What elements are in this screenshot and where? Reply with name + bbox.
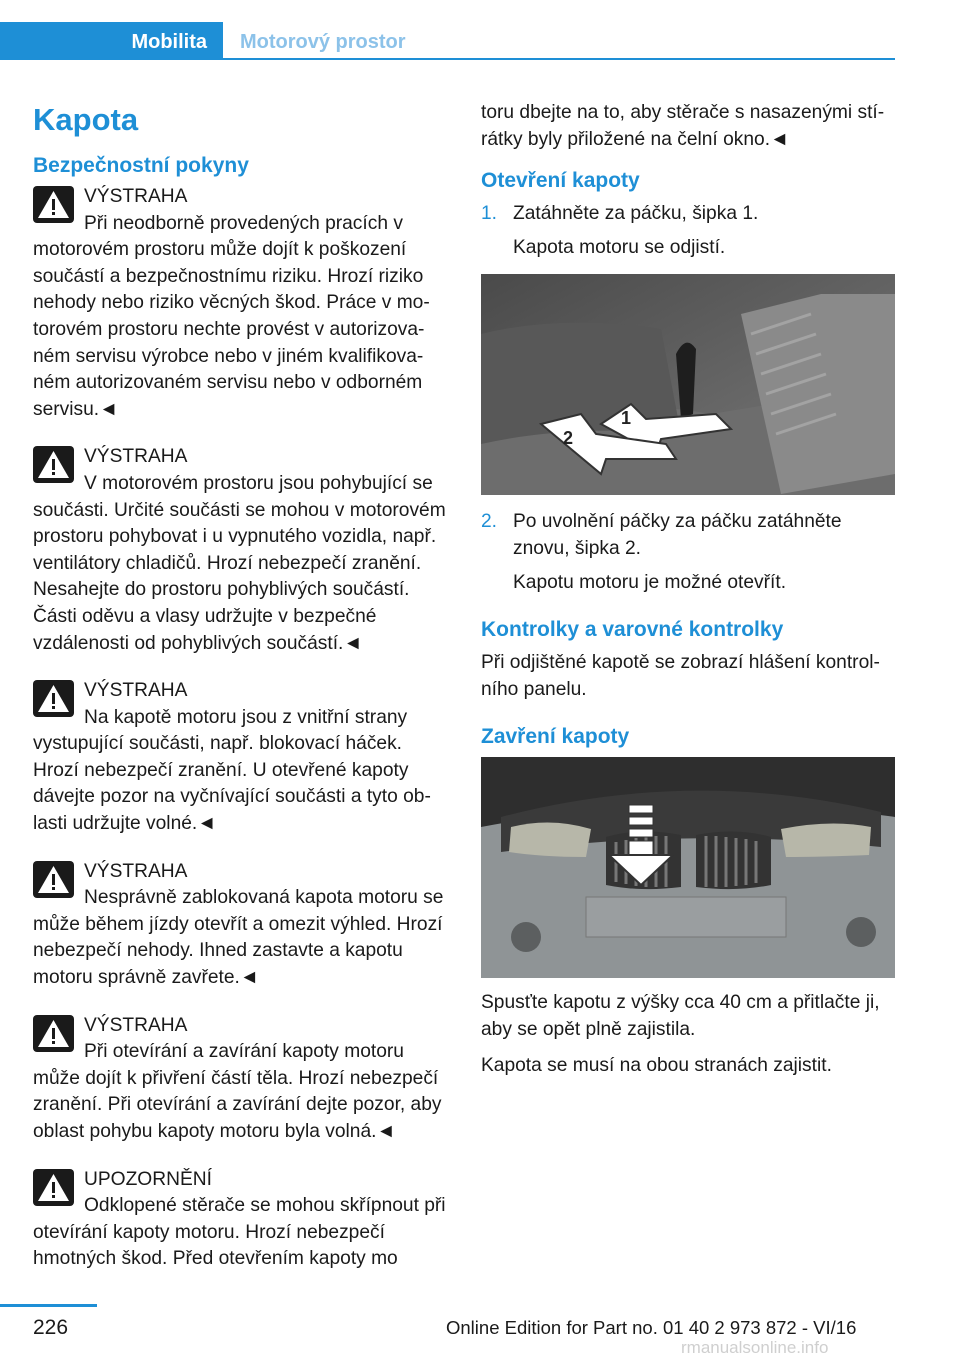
warning-block <box>33 184 448 423</box>
warning-triangle-icon <box>33 186 74 223</box>
warning-triangle-icon <box>33 680 74 717</box>
warning-text: Při neodborně provedených pracích v motorovém prostoru může dojít k poškození součástí a bezpečnostnímu riziku. Hrozí riziko nehody nebo riziko věcných škod. Práce v motorovém prostoru nechte provést v autorizovaném servisu výrobce nebo v jiném kvalifikovaném autorizovaném servisu nebo v odborném servisu.◄ <box>33 212 430 420</box>
tab-motorovy-prostor[interactable]: Motorový prostor <box>240 31 406 53</box>
warning-label: VÝSTRAHA <box>84 186 188 207</box>
warning-text: Při otevírání a zavírání kapoty motoru může dojít k přivření částí těla. Hrozí nebezpečí zranění. Při otevírání a zavírání dejte pozor, aby oblast pohybu kapoty motoru byla volná.◄ <box>33 1041 442 1142</box>
step-number: 1. <box>481 203 498 225</box>
watermark: rmanualsonline.info <box>681 1338 829 1357</box>
warning-triangle-icon <box>33 861 74 898</box>
section-heading-indicators: Kontrolky a varovné kontrolky <box>481 618 784 642</box>
step-number: 2. <box>481 511 498 533</box>
page-number: 226 <box>33 1316 69 1339</box>
arrow-label-2: 2 <box>563 428 574 449</box>
right-column <box>481 100 895 1079</box>
step-result: Kapota motoru se odjistí. <box>513 236 726 258</box>
header-divider <box>223 58 895 60</box>
warning-triangle-icon <box>33 446 74 483</box>
step-result: Kapotu motoru je možné otevřít. <box>513 571 787 593</box>
section-heading-safety: Bezpečnostní pokyny <box>33 154 249 177</box>
caution-block <box>33 1167 448 1273</box>
warning-block <box>33 678 448 838</box>
close-instruction: Spusťte kapotu z výšky cca 40 cm a přitlačte ji, aby se opět plně zajistila. <box>481 992 880 1040</box>
warning-label: VÝSTRAHA <box>84 860 188 882</box>
page-title: Kapota <box>33 102 139 137</box>
warning-triangle-icon <box>33 1015 74 1052</box>
indicator-text: Při odjištěné kapotě se zobrazí hlášení kontrolního panelu. <box>481 652 880 700</box>
open-steps-continued <box>481 509 895 596</box>
warning-triangle-icon <box>33 1169 74 1206</box>
warning-label: VÝSTRAHA <box>84 680 188 702</box>
section-heading-open: Otevření kapoty <box>481 169 640 193</box>
step-text: Zatáhněte za páčku, šipka 1. <box>513 203 759 225</box>
warning-text: Na kapotě motoru jsou z vnitřní strany vystupující součásti, např. blokovací háček. Hrozí nebezpečí zranění. U otevřené kapoty dávejte pozor na vyčnívající součásti a tyto oblasti udržujte volné.◄ <box>33 706 431 835</box>
warning-block <box>33 444 448 657</box>
closing-hood-illustration <box>481 757 895 978</box>
warning-label: VÝSTRAHA <box>84 446 188 468</box>
caution-label: UPOZORNĚNÍ <box>84 1168 212 1190</box>
step-item <box>481 201 895 261</box>
section-heading-close: Zavření kapoty <box>481 725 630 749</box>
page-header <box>0 22 895 62</box>
left-column <box>33 100 448 1294</box>
warning-block <box>33 1013 448 1146</box>
warning-block <box>33 859 448 992</box>
warning-text: Nesprávně zablokovaná kapota motoru se může během jízdy otevřít a omezit výhled. Hrozí nebezpečí nehody. Ihned zastavte a kapotu motoru správně zavřete.◄ <box>33 887 444 989</box>
edition-text: Online Edition for Part no. 01 40 2 973 872 - VI/16 <box>446 1317 857 1338</box>
caution-continuation: toru dbejte na to, aby stěrače s nasazenými stírátky byly přiložené na čelní okno.◄ <box>481 102 885 150</box>
step-item <box>481 509 895 596</box>
close-note: Kapota se musí na obou stranách zajistit. <box>481 1054 832 1076</box>
footer-divider <box>0 1304 97 1307</box>
tab-mobilita[interactable]: Mobilita <box>0 22 223 60</box>
caution-text: Odklopené stěrače se mohou skřípnout při otevírání kapoty motoru. Hrozí nebezpečí hmotných škod. Před otevřením kapoty mo <box>33 1195 446 1270</box>
warning-text: V motorovém prostoru jsou pohybující se součásti. Určité součásti se mohou v motorovém prostoru pohybovat i u vypnutého vozidla, např. ventilátory chladičů. Hrozí nebezpečí zranění. Nesahejte do prostoru pohyblivých součástí. Části oděvu a vlasy udržujte v bezpečné vzdálenosti od pohyblivých součástí.◄ <box>33 472 446 654</box>
warning-label: VÝSTRAHA <box>84 1014 188 1036</box>
step-text: Po uvolnění páčky za páčku zatáhněte znovu, šipka 2. <box>513 511 842 559</box>
hood-release-lever-illustration <box>481 274 895 495</box>
open-steps <box>481 201 895 261</box>
arrow-label-1: 1 <box>621 408 632 429</box>
